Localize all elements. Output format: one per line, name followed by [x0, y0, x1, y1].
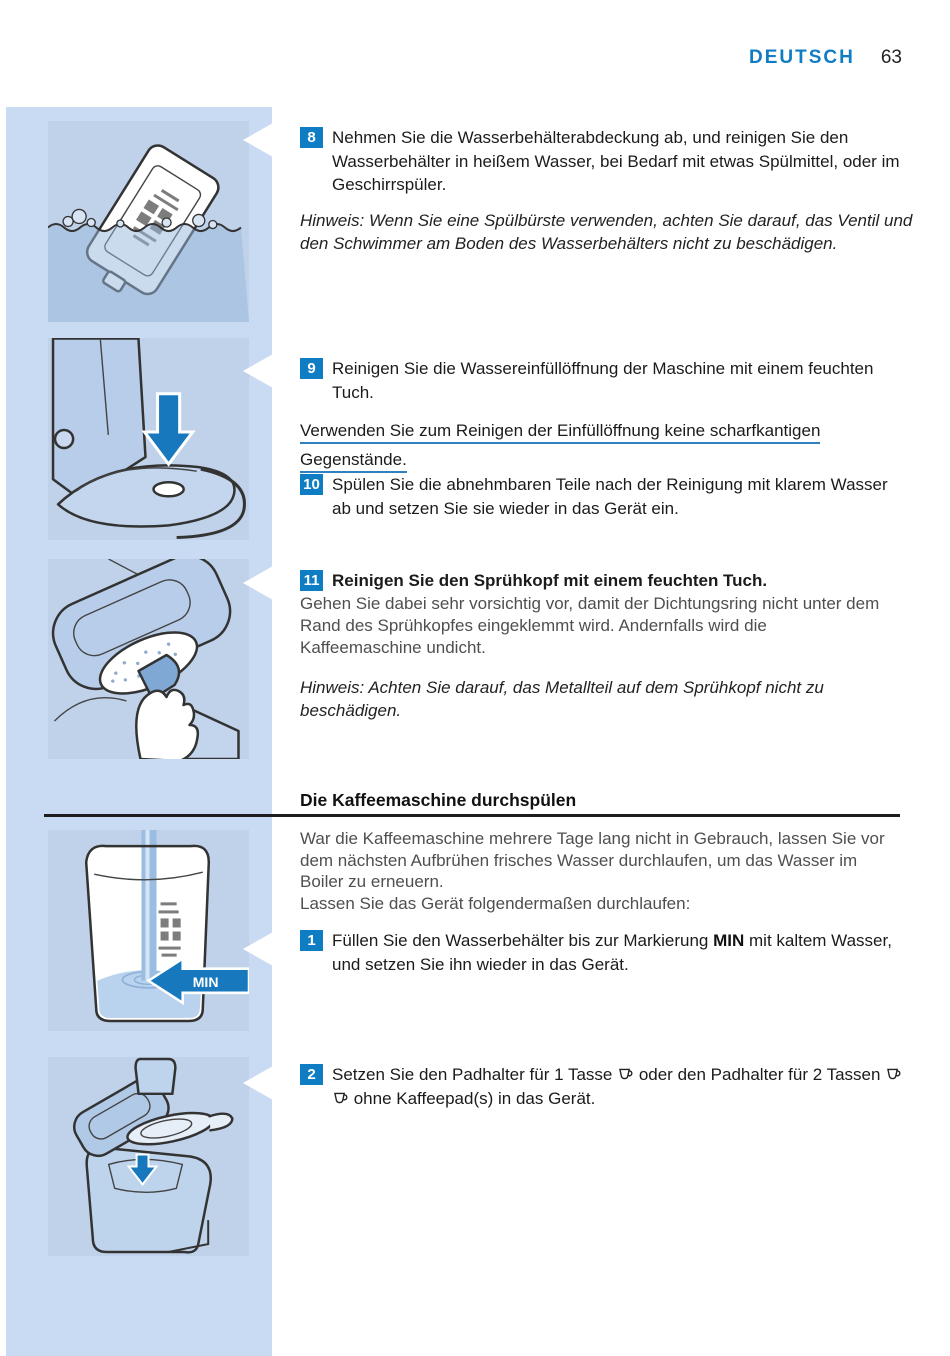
callout-notch	[243, 123, 273, 157]
note-2: Hinweis: Achten Sie darauf, das Metallteil auf dem Sprühkopf nicht zu beschädigen.	[300, 678, 824, 720]
down-arrow-icon	[144, 394, 192, 464]
filling-opening-illustration	[48, 338, 249, 540]
step-number-badge: 10	[300, 474, 323, 495]
step-11-item	[300, 569, 910, 659]
warning-line-2: Gegenstände.	[300, 450, 407, 473]
step-11-text: Reinigen Sie den Sprühkopf mit einem feuchten Tuch.	[332, 571, 768, 590]
warning-line-1: Verwenden Sie zum Reinigen der Einfüllöffnung keine scharfkantigen	[300, 421, 820, 444]
language-title: DEUTSCH	[749, 47, 855, 68]
water-tank-floating-illustration	[48, 121, 249, 322]
min-arrow-label: MIN	[192, 973, 219, 990]
two-cup-icon	[886, 1068, 901, 1081]
step-number-badge: 8	[300, 127, 323, 148]
step-number-badge: 9	[300, 358, 323, 379]
two-cup-icon	[333, 1092, 348, 1105]
hand-illustration	[136, 690, 198, 759]
intro-paragraph-1: War die Kaffeemaschine mehrere Tage lang nicht in Gebrauch, lassen Sie vor dem nächsten Aufbrühen frisches Wasser durchlaufen, um das Wasser im Boiler zu erneuern.	[300, 829, 885, 892]
step-8-text: Nehmen Sie die Wasserbehälterabdeckung ab, und reinigen Sie den Wasserbehälter in heißem Wasser, bei Bedarf mit etwas Spülmittel, oder im Geschirrspüler.	[332, 128, 900, 194]
figure-panel-tank-washing	[48, 121, 249, 322]
callout-notch	[243, 932, 273, 966]
figure-panel-filling-opening	[48, 338, 249, 540]
section-heading: Die Kaffeemaschine durchspülen	[300, 790, 577, 810]
figure-panel-tank-filling	[48, 830, 249, 1031]
step-2-text	[332, 1065, 902, 1108]
step-10-item	[300, 473, 910, 520]
callout-notch	[243, 566, 273, 600]
callout-notch	[243, 354, 273, 388]
spray-head-wiping-illustration	[48, 559, 249, 759]
one-cup-icon	[618, 1068, 633, 1081]
step-8-item	[300, 126, 910, 197]
step-2-text-part1: Setzen Sie den Padhalter für 1 Tasse	[332, 1065, 618, 1084]
tank-filling-illustration	[48, 830, 249, 1031]
step-2-text-part2: oder den Padhalter für 2 Tassen	[634, 1065, 886, 1084]
callout-notch	[243, 1066, 273, 1100]
figure-panel-pad-holder	[48, 1057, 249, 1256]
section-divider	[44, 814, 900, 817]
page-number: 63	[880, 47, 902, 68]
step-9-text: Reinigen Sie die Wassereinfüllöffnung der Maschine mit einem feuchten Tuch.	[332, 359, 874, 402]
note-1: Hinweis: Wenn Sie eine Spülbürste verwenden, achten Sie darauf, das Ventil und den Schwimmer am Boden des Wasserbehälters nicht zu beschädigen.	[300, 211, 913, 253]
step-2-text-part3: ohne Kaffeepad(s) in das Gerät.	[349, 1088, 596, 1108]
page-header	[749, 47, 902, 69]
min-mark-label: MIN	[713, 931, 745, 950]
warning-text	[300, 419, 915, 476]
figure-panel-spray-head	[48, 559, 249, 759]
step-number-badge: 2	[300, 1064, 323, 1085]
step-number-badge: 11	[300, 570, 323, 591]
step-11-detail: Gehen Sie dabei sehr vorsichtig vor, damit der Dichtungsring nicht unter dem Rand des Sprühkopfes eingeklemmt wird. Andernfalls wird die Kaffeemaschine undicht.	[300, 593, 880, 657]
step-number-badge: 1	[300, 930, 323, 951]
pad-holder-insertion-illustration	[48, 1057, 249, 1256]
section-intro	[300, 828, 900, 914]
step-10-text: Spülen Sie die abnehmbaren Teile nach der Reinigung mit klarem Wasser ab und setzen Sie sie wieder in das Gerät ein.	[332, 475, 888, 518]
step-1-text	[332, 931, 892, 974]
intro-paragraph-2: Lassen Sie das Gerät folgendermaßen durchlaufen:	[300, 893, 691, 913]
step-1-item	[300, 929, 910, 976]
step-9-item	[300, 357, 910, 404]
step-1-text-post: mit kaltem Wasser, und setzen Sie ihn wieder in das Gerät.	[332, 931, 892, 974]
step-2-item	[300, 1063, 910, 1110]
step-1-text-pre: Füllen Sie den Wasserbehälter bis zur Markierung	[332, 931, 714, 950]
